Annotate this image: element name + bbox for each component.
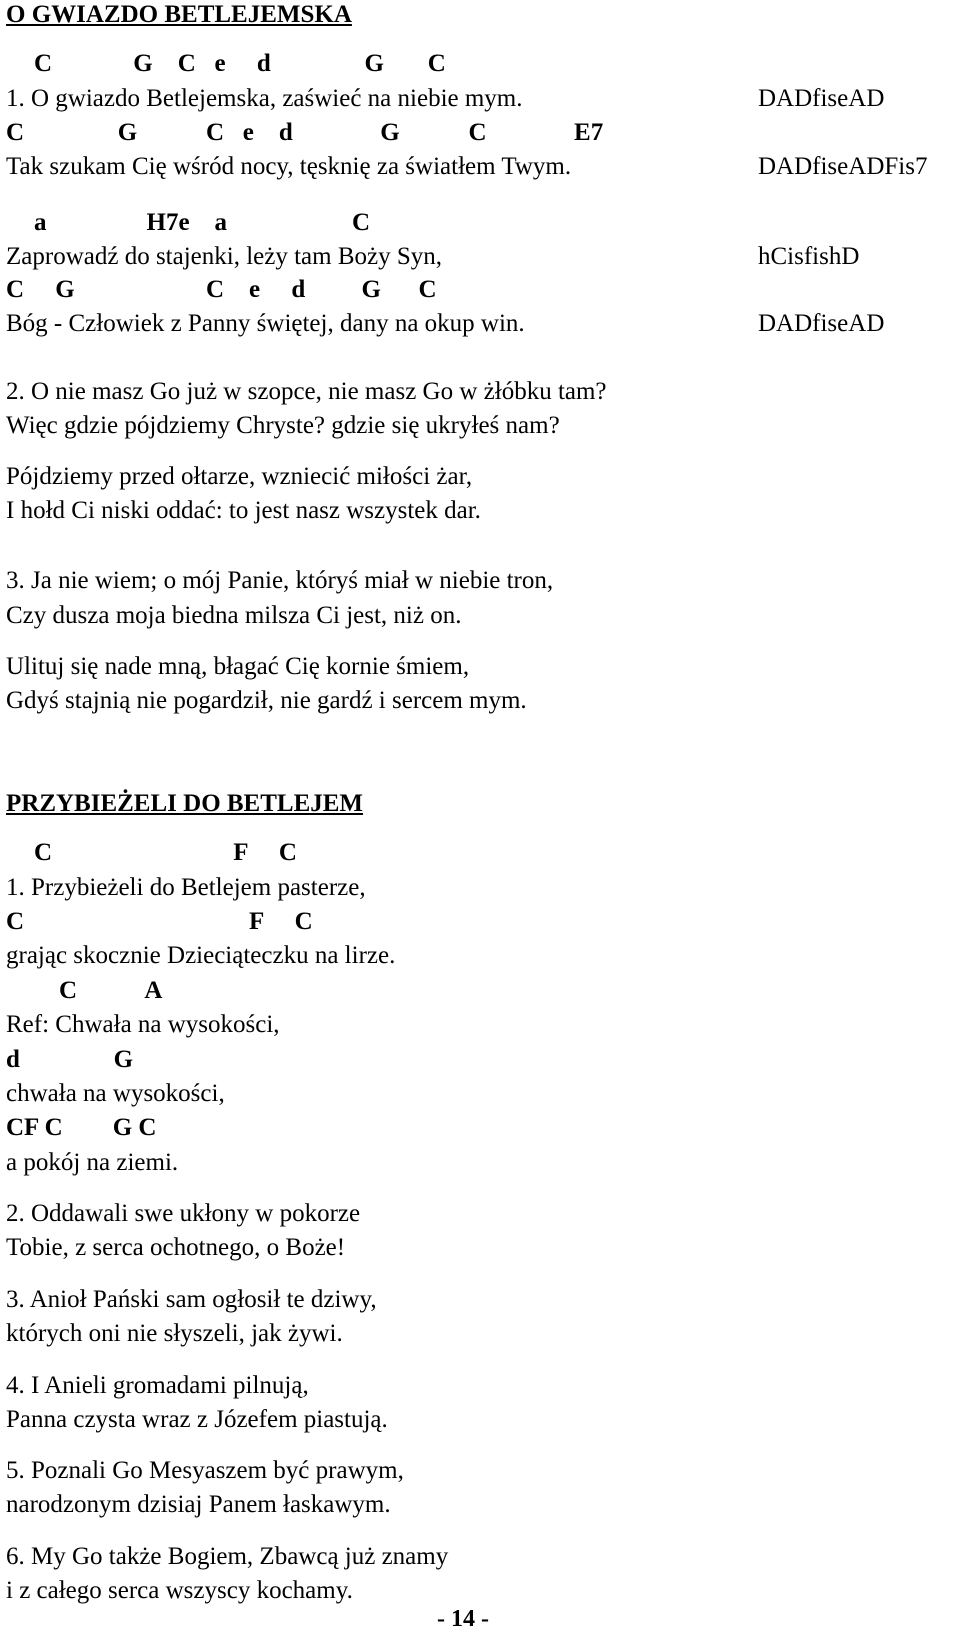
- chord-line: C G C e d G C: [34, 50, 446, 77]
- lyric-line: Ref: Chwała na wysokości,: [6, 1011, 280, 1038]
- verse-line: 6. My Go także Bogiem, Zbawcą już znamy: [6, 1543, 449, 1570]
- verse-line: Więc gdzie pójdziemy Chryste? gdzie się ukryłeś nam?: [6, 412, 560, 439]
- lyric-line: chwała na wysokości,: [6, 1080, 225, 1107]
- verse-line: Tobie, z serca ochotnego, o Boże!: [6, 1234, 346, 1261]
- chord-line: CF C G C: [6, 1114, 157, 1141]
- verse-line: Panna czysta wraz z Józefem piastują.: [6, 1406, 388, 1433]
- verse-line: i z całego serca wszyscy kochamy.: [6, 1577, 353, 1604]
- lyric-line: Tak szukam Cię wśród nocy, tęsknię za światłem Twym.: [6, 153, 572, 180]
- page-number: - 14 -: [437, 1606, 489, 1632]
- verse-line: Czy dusza moja biedna milsza Ci jest, niż on.: [6, 602, 462, 629]
- chord-line: C F C: [6, 908, 313, 935]
- chord-line: C F C: [34, 839, 297, 866]
- verse-line: narodzonym dzisiaj Panem łaskawym.: [6, 1491, 391, 1518]
- lyric-line: Zaprowadź do stajenki, leży tam Boży Syn,: [6, 243, 442, 270]
- verse-line: 2. Oddawali swe ukłony w pokorze: [6, 1200, 361, 1227]
- verse-line: Pójdziemy przed ołtarze, wzniecić miłości żar,: [6, 463, 473, 490]
- chord-line: a H7e a C: [34, 209, 371, 236]
- verse-line: Ulituj się nade mną, błagać Cię kornie śmiem,: [6, 653, 470, 680]
- verse-line: 4. I Anieli gromadami pilnują,: [6, 1372, 309, 1399]
- song-title-przybiezeli: PRZYBIEŻELI DO BETLEJEM: [6, 790, 364, 817]
- lyric-line: 1. Przybieżeli do Betlejem pasterze,: [6, 874, 366, 901]
- chord-line: C G C e d G C E7: [6, 119, 604, 146]
- lyric-line: grając skocznie Dzieciąteczku na lirze.: [6, 942, 396, 969]
- tuning-label: DADfiseAD: [758, 310, 885, 337]
- lyric-line: a pokój na ziemi.: [6, 1149, 179, 1176]
- verse-line: 2. O nie masz Go już w szopce, nie masz Go w żłóbku tam?: [6, 378, 607, 405]
- song-title-o-gwiazdo: O GWIAZDO BETLEJEMSKA: [6, 1, 352, 28]
- verse-line: 5. Poznali Go Mesyaszem być prawym,: [6, 1457, 404, 1484]
- verse-line: 3. Anioł Pański sam ogłosił te dziwy,: [6, 1286, 377, 1313]
- tuning-label: hCisfishD: [758, 243, 860, 270]
- verse-line: Gdyś stajnią nie pogardził, nie gardź i sercem mym.: [6, 687, 527, 714]
- verse-line: 3. Ja nie wiem; o mój Panie, któryś miał w niebie tron,: [6, 567, 554, 594]
- lyric-line: Bóg - Człowiek z Panny świętej, dany na okup win.: [6, 310, 525, 337]
- lyric-line: 1. O gwiazdo Betlejemska, zaświeć na niebie mym.: [6, 85, 523, 112]
- tuning-label: DADfiseAD: [758, 85, 885, 112]
- chord-line: C A: [34, 977, 163, 1004]
- chord-line: C G C e d G C: [6, 276, 437, 303]
- chord-line: d G: [6, 1046, 134, 1073]
- verse-line: których oni nie słyszeli, jak żywi.: [6, 1320, 343, 1347]
- verse-line: I hołd Ci niski oddać: to jest nasz wszystek dar.: [6, 497, 481, 524]
- tuning-label: DADfiseADFis7: [758, 153, 928, 180]
